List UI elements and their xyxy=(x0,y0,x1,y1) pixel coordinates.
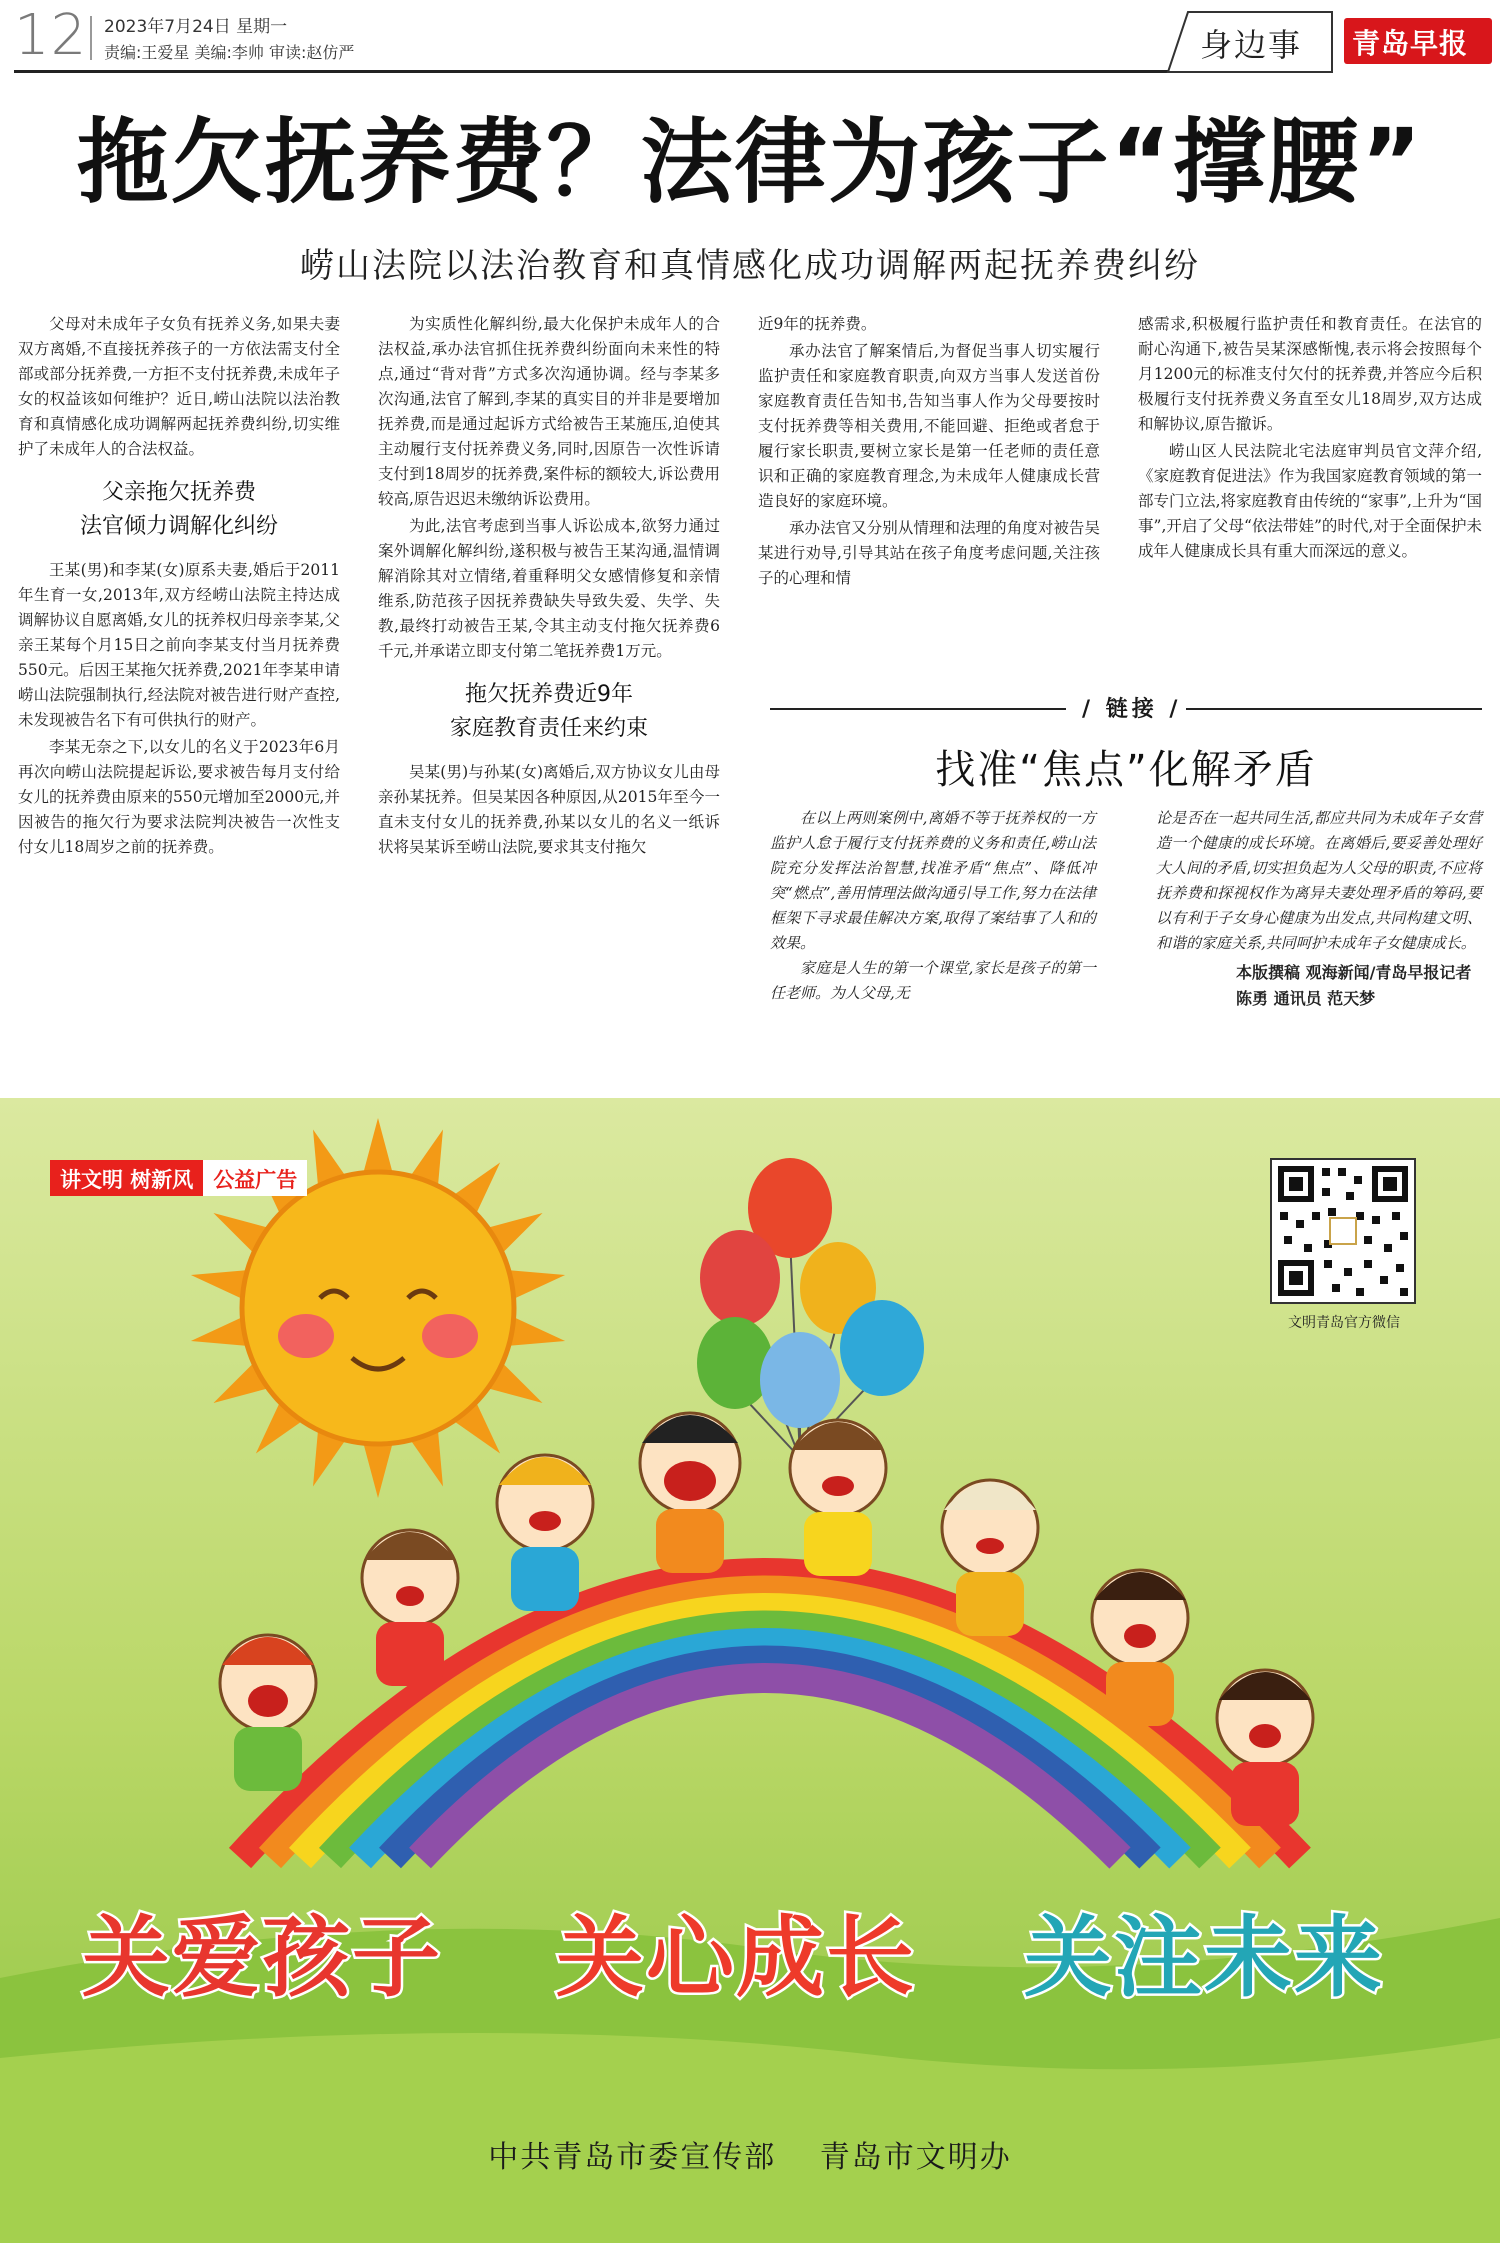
link-paragraph: 论是否在一起共同生活,都应共同为未成年子女营造一个健康的成长环境。在离婚后,要妥善处理好大人间的矛盾,切实担负起为人父母的职责,不应将抚养费和探视权作为离异夫妻处理矛盾的筹码,要以有利于子女身心健康为出发点,共同构建文明、和谐的家庭关系,共同呵护未成年子女健康成长。 xyxy=(1156,809,1482,952)
issue-date: 2023年7月24日 星期一 xyxy=(104,17,288,37)
link-rule-left xyxy=(770,708,1066,710)
slogan-care-growth: 关心成长 xyxy=(556,1906,917,2009)
section-subhead-1 xyxy=(18,476,340,544)
body-paragraph: 承办法官又分别从情理和法理的角度对被告吴某进行劝导,引导其站在孩子角度考虑问题,关注孩子的心理和情 xyxy=(758,519,1100,587)
body-paragraph: 李某无奈之下,以女儿的名义于2023年6月再次向崂山法院提起诉讼,要求被告每月支付给女儿的抚养费由原来的550元增加至2000元,并因被告的拖欠行为要求法院判决被告一次性支付女儿18周岁之前的抚养费。 xyxy=(18,738,340,856)
subheadline: 崂山法院以法治教育和真情感化成功调解两起抚养费纠纷 xyxy=(300,246,1200,286)
child-figure xyxy=(220,1635,316,1791)
headline: 拖欠抚养费？法律为孩子“撑腰” xyxy=(76,109,1424,216)
newspaper-logo-text: 青岛早报 xyxy=(1352,27,1469,60)
page-header xyxy=(0,0,1500,80)
public-service-ad xyxy=(0,1098,1500,2243)
header-divider xyxy=(90,16,92,60)
subhead-line: 家庭教育责任来约束 xyxy=(449,716,648,741)
link-rule-right xyxy=(1186,708,1482,710)
header-rule xyxy=(14,70,1186,73)
ad-tag-left: 讲文明 树新风 xyxy=(50,1160,203,1196)
editors-credit: 责编:王爱星 美编:李帅 审读:赵仿严 xyxy=(104,43,355,62)
subhead-line: 法官倾力调解化纠纷 xyxy=(79,514,278,539)
link-paragraph: 在以上两则案例中,离婚不等于抚养权的一方监护人怠于履行支付抚养费的义务和责任,崂山法院充分发挥法治智慧,找准矛盾“焦点”、降低冲突“燃点”,善用情理法做沟通引导工作,努力在法律框架下寻求最佳解决方案,取得了案结事了人和的效果。 xyxy=(770,809,1096,952)
link-title: 找准“焦点”化解矛盾 xyxy=(935,747,1317,793)
body-paragraph: 为此,法官考虑到当事人诉讼成本,欲努力通过案外调解化解纠纷,遂积极与被告王某沟通,温情调解消除其对立情绪,着重释明父女感情修复和亲情维系,防范孩子因抚养费缺失导致失爱、失学、失教,最终打动被告王某,令其主动支付拖欠抚养费6千元,并承诺立即支付第二笔抚养费1万元。 xyxy=(378,517,720,660)
child-figure xyxy=(942,1480,1038,1636)
body-paragraph: 吴某(男)与孙某(女)离婚后,双方协议女儿由母亲孙某抚养。但吴某因各种原因,从2015年至今一直未支付女儿的抚养费,孙某以女儿的名义一纸诉状将吴某诉至崂山法院,要求其支付拖欠 xyxy=(378,763,720,856)
child-figure xyxy=(790,1420,886,1576)
link-column-1 xyxy=(770,806,1096,1006)
child-figure xyxy=(362,1530,458,1686)
page-number: 12 xyxy=(14,3,88,68)
balloons-icon xyxy=(697,1158,924,1458)
body-paragraph: 崂山区人民法院北宅法庭审判员官文萍介绍,《家庭教育促进法》作为我国家庭教育领域的第一部专门立法,将家庭教育由传统的“家事”,上升为“国事”,开启了父母“依法带娃”的时代,对于全面保护未成年人健康成长具有重大而深远的意义。 xyxy=(1138,442,1482,560)
child-figure xyxy=(1217,1670,1313,1826)
sponsor-name: 青岛市文明办 xyxy=(819,2140,1012,2175)
slogan-care-children: 关爱孩子 xyxy=(82,1906,443,2009)
body-paragraph: 承办法官了解案情后,为督促当事人切实履行监护责任和家庭教育职责,向双方当事人发送首份家庭教育责任告知书,告知当事人作为父母要按时支付抚养费等相关费用,不能回避、拒绝或者怠于履行家长职责,要树立家长是第一任老师的责任意识和正确的家庭教育理念,为未成年人健康成长营造良好的家庭环境。 xyxy=(758,342,1100,510)
article-column-1 xyxy=(18,312,340,862)
body-paragraph: 王某(男)和李某(女)原系夫妻,婚后于2011年生育一女,2013年,双方经崂山法院主持达成调解协议自愿离婚,女儿的抚养权归母亲李某,父亲王某每个月15日之前向李某支付当月抚养费550元。后因王某拖欠抚养费,2021年李某申请崂山法院强制执行,经法院对被告进行财产查控,未发现被告名下有可供执行的财产。 xyxy=(18,561,340,729)
ad-tag xyxy=(50,1160,307,1196)
sponsor-name: 中共青岛市委宣传部 xyxy=(488,2140,777,2175)
link-paragraph: 家庭是人生的第一个课堂,家长是孩子的第一任老师。为人父母,无 xyxy=(770,959,1096,1002)
qr-code-icon xyxy=(1270,1158,1416,1304)
section-tab xyxy=(1164,6,1334,78)
article-column-4 xyxy=(1138,312,1482,566)
ad-tag-right: 公益广告 xyxy=(203,1160,307,1196)
child-figure xyxy=(640,1413,740,1573)
child-figure xyxy=(1092,1570,1188,1726)
article-column-2 xyxy=(378,312,720,862)
newspaper-logo xyxy=(1344,18,1492,64)
article-column-3 xyxy=(758,312,1100,593)
body-paragraph: 近9年的抚养费。 xyxy=(758,315,877,333)
byline: 本版撰稿 观海新闻/青岛早报记者 xyxy=(1236,963,1472,982)
link-label: / 链接 / xyxy=(1082,697,1182,722)
section-subhead-2 xyxy=(378,678,720,746)
intro-paragraph: 父母对未成年子女负有抚养义务,如果夫妻双方离婚,不直接抚养孩子的一方依法需支付全部或部分抚养费,一方拒不支付抚养费,未成年子女的权益该如何维护？近日,崂山法院以法治教育和真情感化成功调解两起抚养费纠纷,切实维护了未成年人的合法权益。 xyxy=(18,315,340,458)
body-paragraph: 感需求,积极履行监护责任和教育责任。在法官的耐心沟通下,被告吴某深感惭愧,表示将会按照每个月1200元的标准支付欠付的抚养费,并答应今后积极履行支付抚养费义务直至女儿18周岁,双方达成和解协议,原告撤诉。 xyxy=(1138,315,1482,433)
section-name: 身边事 xyxy=(1200,26,1303,64)
subhead-line: 父亲拖欠抚养费 xyxy=(101,480,256,505)
body-paragraph: 为实质性化解纠纷,最大化保护未成年人的合法权益,承办法官抓住抚养费纠纷面向未来性的特点,通过“背对背”方式多次沟通协调。经与李某多次沟通,法官了解到,李某的真实目的并非是要增加抚养费,而是通过起诉方式给被告王某施压,迫使其主动履行支付抚养费义务,同时,因原告一次性诉请支付到18周岁的抚养费,案件标的额较大,诉讼费用较高,原告迟迟未缴纳诉讼费用。 xyxy=(378,315,720,508)
subhead-line: 拖欠抚养费近9年 xyxy=(465,682,633,707)
ad-sponsors xyxy=(0,2132,1500,2176)
qr-caption: 文明青岛官方微信 xyxy=(1288,1315,1400,1331)
link-column-2 xyxy=(1156,806,1482,1012)
child-figure xyxy=(497,1455,593,1611)
qr-pattern xyxy=(1272,1160,1414,1302)
byline: 陈勇 通讯员 范天梦 xyxy=(1236,989,1376,1008)
slogan-care-future: 关注未来 xyxy=(1024,1906,1385,2009)
